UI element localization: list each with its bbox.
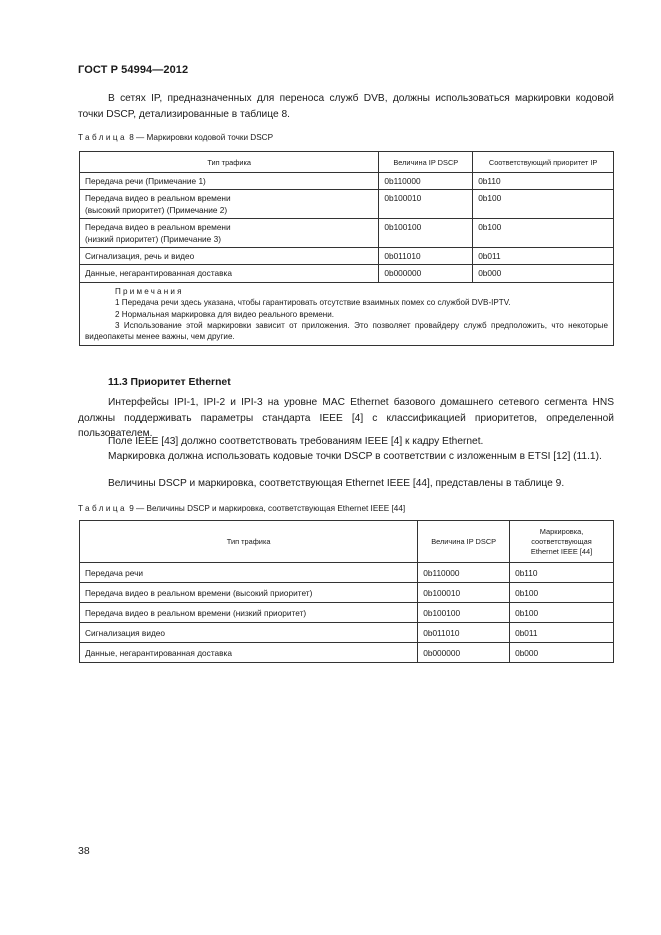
page-number: 38: [78, 845, 90, 857]
intro-paragraph: В сетях IP, предназначенных для переноса служб DVB, должны использоваться маркировки кодовой точки DSCP, детализированные в таблице 8.: [78, 93, 614, 120]
table9-header-traffic: Тип трафика: [80, 521, 418, 563]
table9-cell-traffic: Передача видео в реальном времени (низкий приоритет): [80, 603, 418, 623]
table8-cell-priority: 0b100: [473, 190, 614, 219]
table8-cell-traffic: Передача речи (Примечание 1): [80, 173, 379, 190]
table-row: [80, 248, 614, 265]
note-1: 1 Передача речи здесь указана, чтобы гарантировать отсутствие взаимных помех со службой DVB-IPTV.: [115, 298, 511, 308]
section-title: 11.3 Приоритет Ethernet: [108, 377, 231, 388]
table9-cell-dscp: 0b100010: [418, 583, 510, 603]
table8-header-traffic: Тип трафика: [80, 152, 379, 173]
table8-cell-dscp: 0b110000: [379, 173, 473, 190]
table8-cell-traffic: Передача видео в реальном времени (низкий приоритет) (Примечание 3): [80, 219, 379, 248]
table-row: [80, 583, 614, 603]
table-row: [80, 603, 614, 623]
table9-cell-dscp: 0b011010: [418, 623, 510, 643]
table8-cell-dscp: 0b011010: [379, 248, 473, 265]
note-2: 2 Нормальная маркировка для видео реального времени.: [115, 309, 335, 319]
table8-cell-traffic: Передача видео в реальном времени (высокий приоритет) (Примечание 2): [80, 190, 379, 219]
table9-caption-prefix: Таблица: [78, 504, 127, 513]
table9-cell-dscp: 0b100100: [418, 603, 510, 623]
table8-cell-priority: 0b100: [473, 219, 614, 248]
table8-cell-traffic: Сигнализация, речь и видео: [80, 248, 379, 265]
table-row: [80, 563, 614, 583]
table8-cell-priority: 0b000: [473, 265, 614, 282]
table9-cell-traffic: Передача речи: [80, 563, 418, 583]
table9-header-marking: Маркировка, соответствующая Ethernet IEEE [44]: [510, 521, 614, 563]
note-3: 3 Использование этой маркировки зависит от приложения. Это позволяет провайдеру служб предположить, что некоторые видеопакеты менее важны, чем другие.: [85, 321, 608, 342]
table9-cell-traffic: Передача видео в реальном времени (высокий приоритет): [80, 583, 418, 603]
table-row: [80, 190, 614, 219]
section-paragraph-1: Интерфейсы IPI-1, IPI-2 и IPI-3 на уровне MAC Ethernet базового домашнего сетевого сегмента HNS должны поддерживать параметры стандарта IEEE [4] с классификацией приоритетов, определенной пользователем.: [78, 397, 614, 439]
section-paragraph-3: Маркировка должна использовать кодовые точки DSCP в соответствии с изложенным в ETSI [12] (11.1).: [108, 451, 602, 462]
table8-header-priority: Соответствующий приоритет IP: [473, 152, 614, 173]
table8-cell-priority: 0b011: [473, 248, 614, 265]
table-8: [79, 151, 614, 346]
table-9: [79, 520, 614, 663]
table9-cell-dscp: 0b110000: [418, 563, 510, 583]
table-row: [80, 219, 614, 248]
table-row: [80, 173, 614, 190]
table-row: [80, 623, 614, 643]
table9-cell-marking: 0b011: [510, 623, 614, 643]
section-paragraph-2: Поле IEEE [43] должно соответствовать требованиям IEEE [4] к кадру Ethernet.: [108, 436, 484, 447]
section-paragraph-4: Величины DSCP и маркировка, соответствующая Ethernet IEEE [44], представлены в таблице 9.: [108, 478, 565, 489]
document-header: ГОСТ Р 54994—2012: [78, 64, 189, 76]
table8-notes: [80, 282, 614, 345]
table9-cell-dscp: 0b000000: [418, 643, 510, 663]
table9-cell-marking: 0b100: [510, 583, 614, 603]
table9-header-dscp: Величина IP DSCP: [418, 521, 510, 563]
table8-notes-row: [80, 282, 614, 345]
table8-cell-dscp: 0b100100: [379, 219, 473, 248]
table9-cell-traffic: Сигнализация видео: [80, 623, 418, 643]
table8-cell-priority: 0b110: [473, 173, 614, 190]
table9-caption: [78, 504, 405, 513]
table9-cell-marking: 0b000: [510, 643, 614, 663]
table8-caption-text: 8 — Маркировки кодовой точки DSCP: [129, 133, 274, 142]
table8-cell-traffic: Данные, негарантированная доставка: [80, 265, 379, 282]
table9-cell-marking: 0b100: [510, 603, 614, 623]
table-row: [80, 265, 614, 282]
table8-header-dscp: Величина IP DSCP: [379, 152, 473, 173]
table9-cell-traffic: Данные, негарантированная доставка: [80, 643, 418, 663]
notes-title: Примечания: [115, 286, 184, 296]
table8-caption: [78, 133, 273, 142]
table8-caption-prefix: Таблица: [78, 133, 127, 142]
table8-cell-dscp: 0b000000: [379, 265, 473, 282]
table9-caption-text: 9 — Величины DSCP и маркировка, соответствующая Ethernet IEEE [44]: [129, 504, 406, 513]
table8-cell-dscp: 0b100010: [379, 190, 473, 219]
table9-cell-marking: 0b110: [510, 563, 614, 583]
table-row: [80, 643, 614, 663]
